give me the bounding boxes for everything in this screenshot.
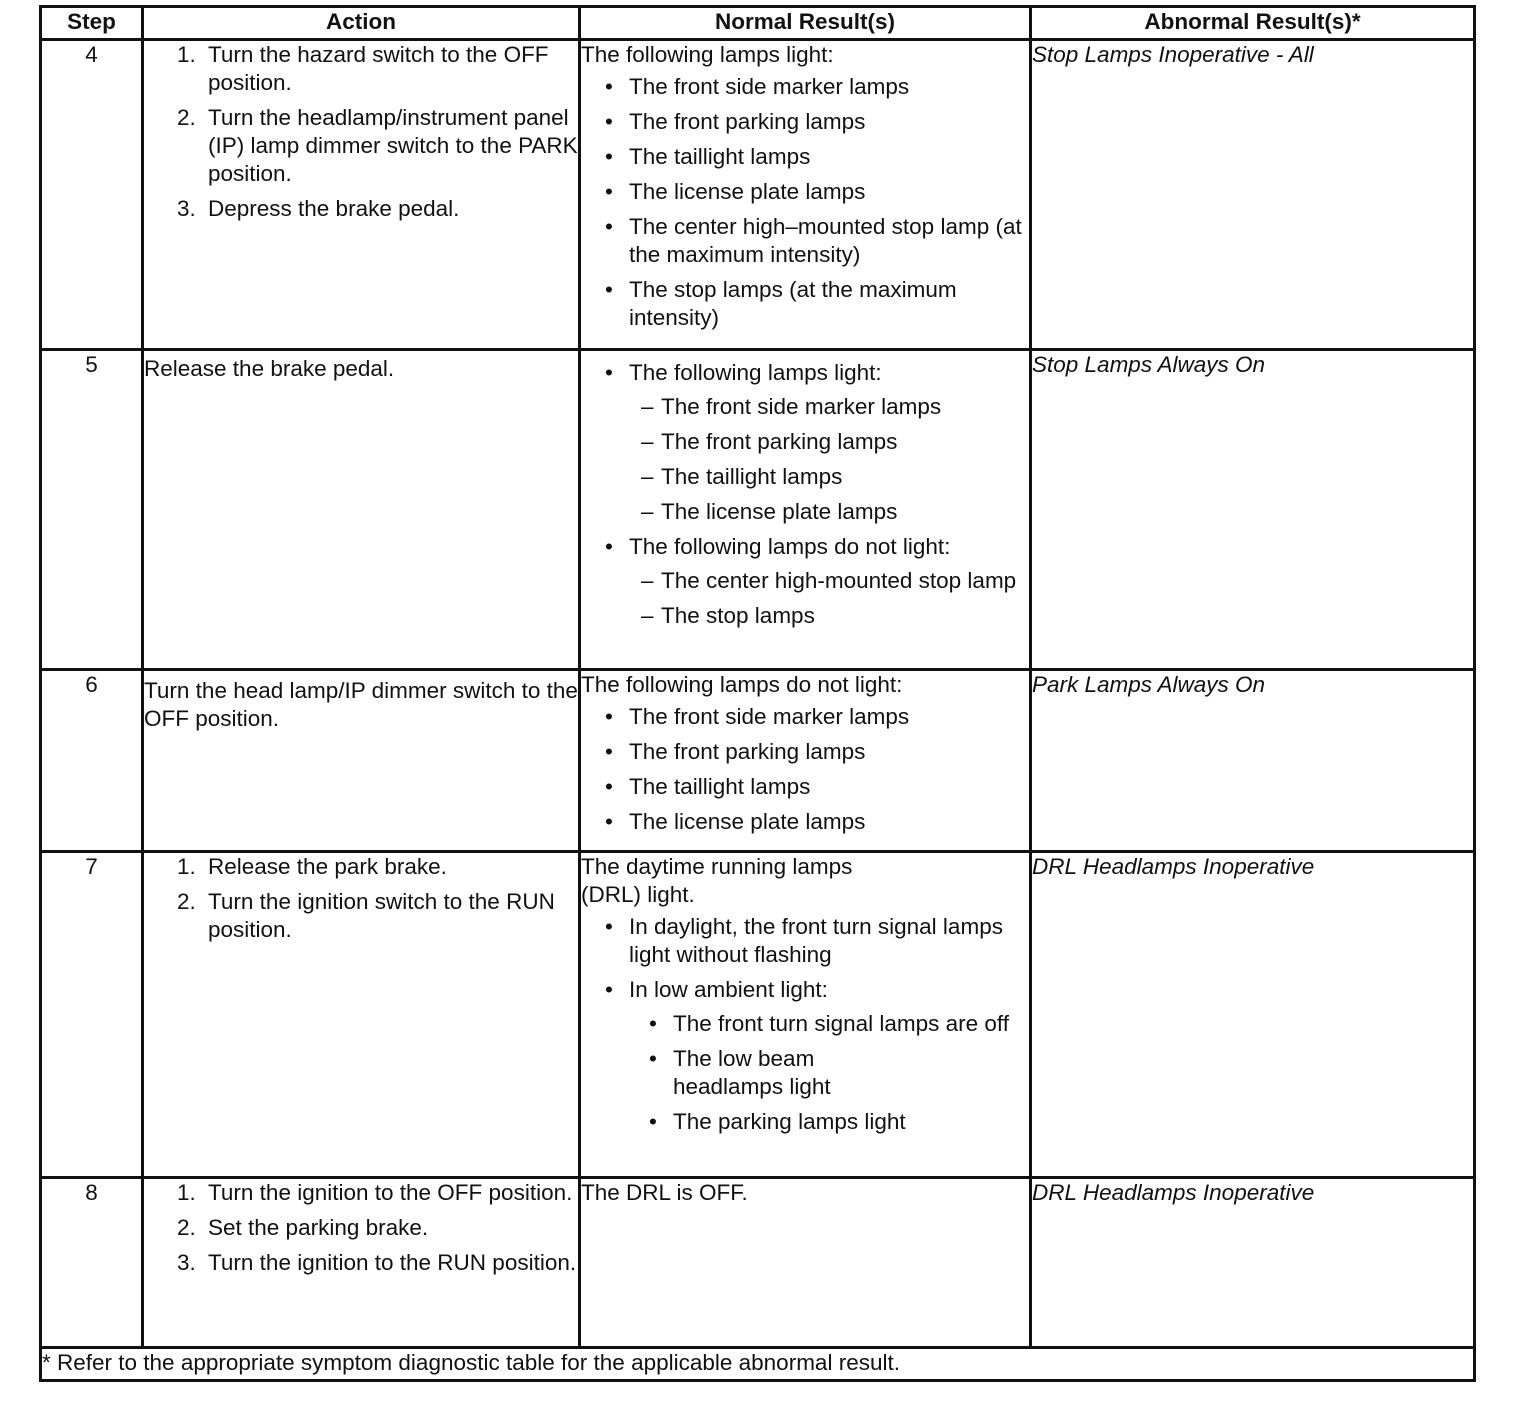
list-item: – The front parking lamps bbox=[661, 428, 1029, 456]
action-item: 3. Turn the ignition to the RUN position. bbox=[202, 1249, 578, 1277]
action-item: 2. Set the parking brake. bbox=[202, 1214, 578, 1242]
list-item: • The taillight lamps bbox=[629, 143, 1029, 171]
list-item bbox=[629, 533, 1029, 630]
step-number: 6 bbox=[41, 670, 143, 852]
list-item: – The taillight lamps bbox=[661, 463, 1029, 491]
list-item: – The license plate lamps bbox=[661, 498, 1029, 526]
list-item: • In daylight, the front turn signal lamps light without flashing bbox=[629, 913, 1029, 969]
abnormal-result-cell: Stop Lamps Always On bbox=[1031, 350, 1475, 670]
action-cell bbox=[143, 852, 580, 1178]
header-abnormal-results: Abnormal Result(s)* bbox=[1031, 7, 1475, 40]
action-cell: Release the brake pedal. bbox=[143, 350, 580, 670]
list-item: • The center high–mounted stop lamp (at the maximum intensity) bbox=[629, 213, 1029, 269]
list-item: • The front parking lamps bbox=[629, 108, 1029, 136]
abnormal-result-cell: Stop Lamps Inoperative - All bbox=[1031, 40, 1475, 350]
footnote-row bbox=[41, 1348, 1475, 1381]
list-item: • The low beam headlamps light bbox=[673, 1045, 873, 1101]
normal-intro: The following lamps light: bbox=[581, 42, 834, 67]
list-item: – The center high-mounted stop lamp bbox=[661, 567, 1029, 595]
abnormal-result-cell: Park Lamps Always On bbox=[1031, 670, 1475, 852]
table-row bbox=[41, 1178, 1475, 1348]
list-item bbox=[629, 359, 1029, 526]
normal-result-cell bbox=[580, 670, 1031, 852]
list-item: • The front turn signal lamps are off bbox=[673, 1010, 1029, 1038]
table-row bbox=[41, 670, 1475, 852]
list-item: • The license plate lamps bbox=[629, 178, 1029, 206]
header-normal-results: Normal Result(s) bbox=[580, 7, 1031, 40]
normal-result-cell bbox=[580, 852, 1031, 1178]
action-item: 3. Depress the brake pedal. bbox=[202, 195, 578, 223]
list-item: • The front side marker lamps bbox=[629, 73, 1029, 101]
header-step: Step bbox=[41, 7, 143, 40]
normal-intro: The DRL is OFF. bbox=[581, 1180, 748, 1205]
group-heading: In low ambient light: bbox=[629, 977, 828, 1002]
list-item: • The parking lamps light bbox=[673, 1108, 1029, 1136]
list-item: – The stop lamps bbox=[661, 602, 1029, 630]
footnote: * Refer to the appropriate symptom diagnostic table for the applicable abnormal result. bbox=[41, 1348, 1475, 1381]
group-heading: The following lamps do not light: bbox=[629, 534, 951, 559]
normal-intro: The following lamps do not light: bbox=[581, 672, 903, 697]
abnormal-result-cell: DRL Headlamps Inoperative bbox=[1031, 1178, 1475, 1348]
step-number: 5 bbox=[41, 350, 143, 670]
normal-intro: The daytime running lamps (DRL) light. bbox=[581, 854, 853, 907]
list-item: – The front side marker lamps bbox=[661, 393, 1029, 421]
action-cell bbox=[143, 1178, 580, 1348]
list-item: • The license plate lamps bbox=[629, 808, 1029, 836]
normal-result-cell bbox=[580, 350, 1031, 670]
header-row bbox=[41, 7, 1475, 40]
normal-result-cell bbox=[580, 1178, 1031, 1348]
action-item: 2. Turn the ignition switch to the RUN position. bbox=[202, 888, 578, 944]
step-number: 8 bbox=[41, 1178, 143, 1348]
action-cell bbox=[143, 40, 580, 350]
abnormal-result-cell: DRL Headlamps Inoperative bbox=[1031, 852, 1475, 1178]
action-item: 1. Turn the hazard switch to the OFF position. bbox=[202, 41, 578, 97]
group-heading: The following lamps light: bbox=[629, 360, 882, 385]
diagnostic-table bbox=[39, 5, 1476, 1382]
table-row bbox=[41, 40, 1475, 350]
step-number: 4 bbox=[41, 40, 143, 350]
list-item: • The front side marker lamps bbox=[629, 703, 1029, 731]
action-item: 2. Turn the headlamp/instrument panel (IP) lamp dimmer switch to the PARK position. bbox=[202, 104, 578, 188]
table-row bbox=[41, 852, 1475, 1178]
normal-result-cell bbox=[580, 40, 1031, 350]
table-row bbox=[41, 350, 1475, 670]
list-item: • The front parking lamps bbox=[629, 738, 1029, 766]
action-item: 1. Release the park brake. bbox=[202, 853, 578, 881]
list-item: • The stop lamps (at the maximum intensity) bbox=[629, 276, 1029, 332]
list-item bbox=[629, 976, 1029, 1136]
step-number: 7 bbox=[41, 852, 143, 1178]
action-item: 1. Turn the ignition to the OFF position. bbox=[202, 1179, 578, 1207]
list-item: • The taillight lamps bbox=[629, 773, 1029, 801]
action-cell: Turn the head lamp/IP dimmer switch to the OFF position. bbox=[143, 670, 580, 852]
header-action: Action bbox=[143, 7, 580, 40]
